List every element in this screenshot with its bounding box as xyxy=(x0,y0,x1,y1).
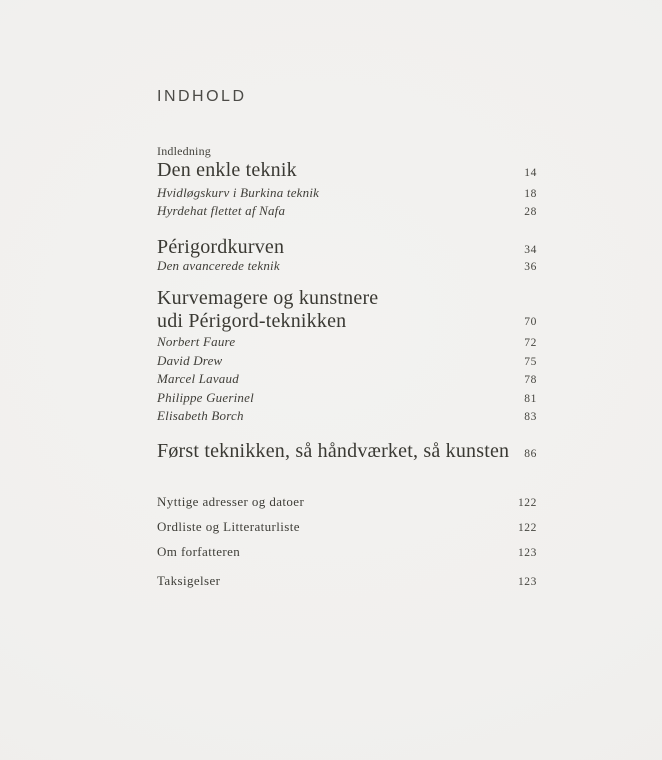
toc-entry-ordliste xyxy=(157,519,537,535)
toc-entry-page: 28 xyxy=(524,206,537,218)
toc-entry-indledning xyxy=(157,144,537,159)
toc-entry-label: Den avancerede teknik xyxy=(157,258,280,273)
toc-entry-elisabeth-borch xyxy=(157,408,537,424)
toc-entry-line2: udi Périgord-teknikken xyxy=(157,309,347,332)
toc-entry-page: 123 xyxy=(517,576,537,588)
toc-entry-label: David Drew xyxy=(157,353,223,368)
toc-entry-david-drew xyxy=(157,353,537,369)
toc-entry-label: Nyttige adresser og datoer xyxy=(157,494,305,509)
toc-entry-page: 14 xyxy=(524,167,537,179)
toc-entry-page: 18 xyxy=(524,188,537,200)
toc-entry-label: Ordliste og Litteraturliste xyxy=(157,519,300,534)
toc-entry-page: 72 xyxy=(524,337,537,349)
toc-entry-den-avancerede xyxy=(157,258,537,274)
toc-entry-forst-teknikken xyxy=(157,440,537,463)
toc-entry-nyttige-adresser xyxy=(157,494,537,510)
toc-entry-page: 70 xyxy=(524,316,537,328)
toc-entry-page: 123 xyxy=(517,547,537,559)
toc-entry-label: Den enkle teknik xyxy=(157,159,297,181)
toc-entry-taksigelser xyxy=(157,573,537,589)
toc-entry-kurvemagere xyxy=(157,287,537,332)
toc-entry-label: Périgordkurven xyxy=(157,236,285,258)
toc-entry-perigordkurven xyxy=(157,236,537,259)
toc-entry-label xyxy=(157,287,378,332)
toc-entry-om-forfatteren xyxy=(157,544,537,560)
toc-entry-page: 83 xyxy=(524,411,537,423)
toc-entry-label: Om forfatteren xyxy=(157,544,241,559)
toc-entry-label: Elisabeth Borch xyxy=(157,408,244,423)
toc-entry-page: 122 xyxy=(517,497,537,509)
toc-entry-label: Norbert Faure xyxy=(157,334,236,349)
page-title: INDHOLD xyxy=(157,88,247,105)
toc-entry-hyrdehat xyxy=(157,203,537,219)
toc-entry-label: Hvidløgskurv i Burkina teknik xyxy=(157,185,320,200)
toc-entry-marcel-lavaud xyxy=(157,371,537,387)
toc-entry-hvidlogskurv xyxy=(157,185,537,201)
toc-entry-page: 75 xyxy=(524,356,537,368)
toc-entry-label: Taksigelser xyxy=(157,573,221,588)
toc-entry-page: 81 xyxy=(524,393,537,405)
toc-entry-den-enkle-teknik xyxy=(157,159,537,182)
toc-entry-line1: Kurvemagere og kunstnere xyxy=(157,287,379,309)
toc-entry-label: Marcel Lavaud xyxy=(157,371,239,386)
toc-entry-label: Indledning xyxy=(157,144,211,158)
toc-entry-page: 34 xyxy=(524,244,537,256)
toc-entry-label: Først teknikken, så håndværket, så kunsten xyxy=(157,440,510,462)
toc-entry-label: Philippe Guerinel xyxy=(157,390,254,405)
toc-entry-page: 122 xyxy=(517,522,537,534)
toc-entry-norbert-faure xyxy=(157,334,537,350)
toc-entry-page: 86 xyxy=(524,448,537,460)
toc-entry-page: 36 xyxy=(524,261,537,273)
toc-entry-philippe-guerinel xyxy=(157,390,537,406)
toc-entry-page: 78 xyxy=(524,374,537,386)
toc-entry-label: Hyrdehat flettet af Nafa xyxy=(157,203,286,218)
